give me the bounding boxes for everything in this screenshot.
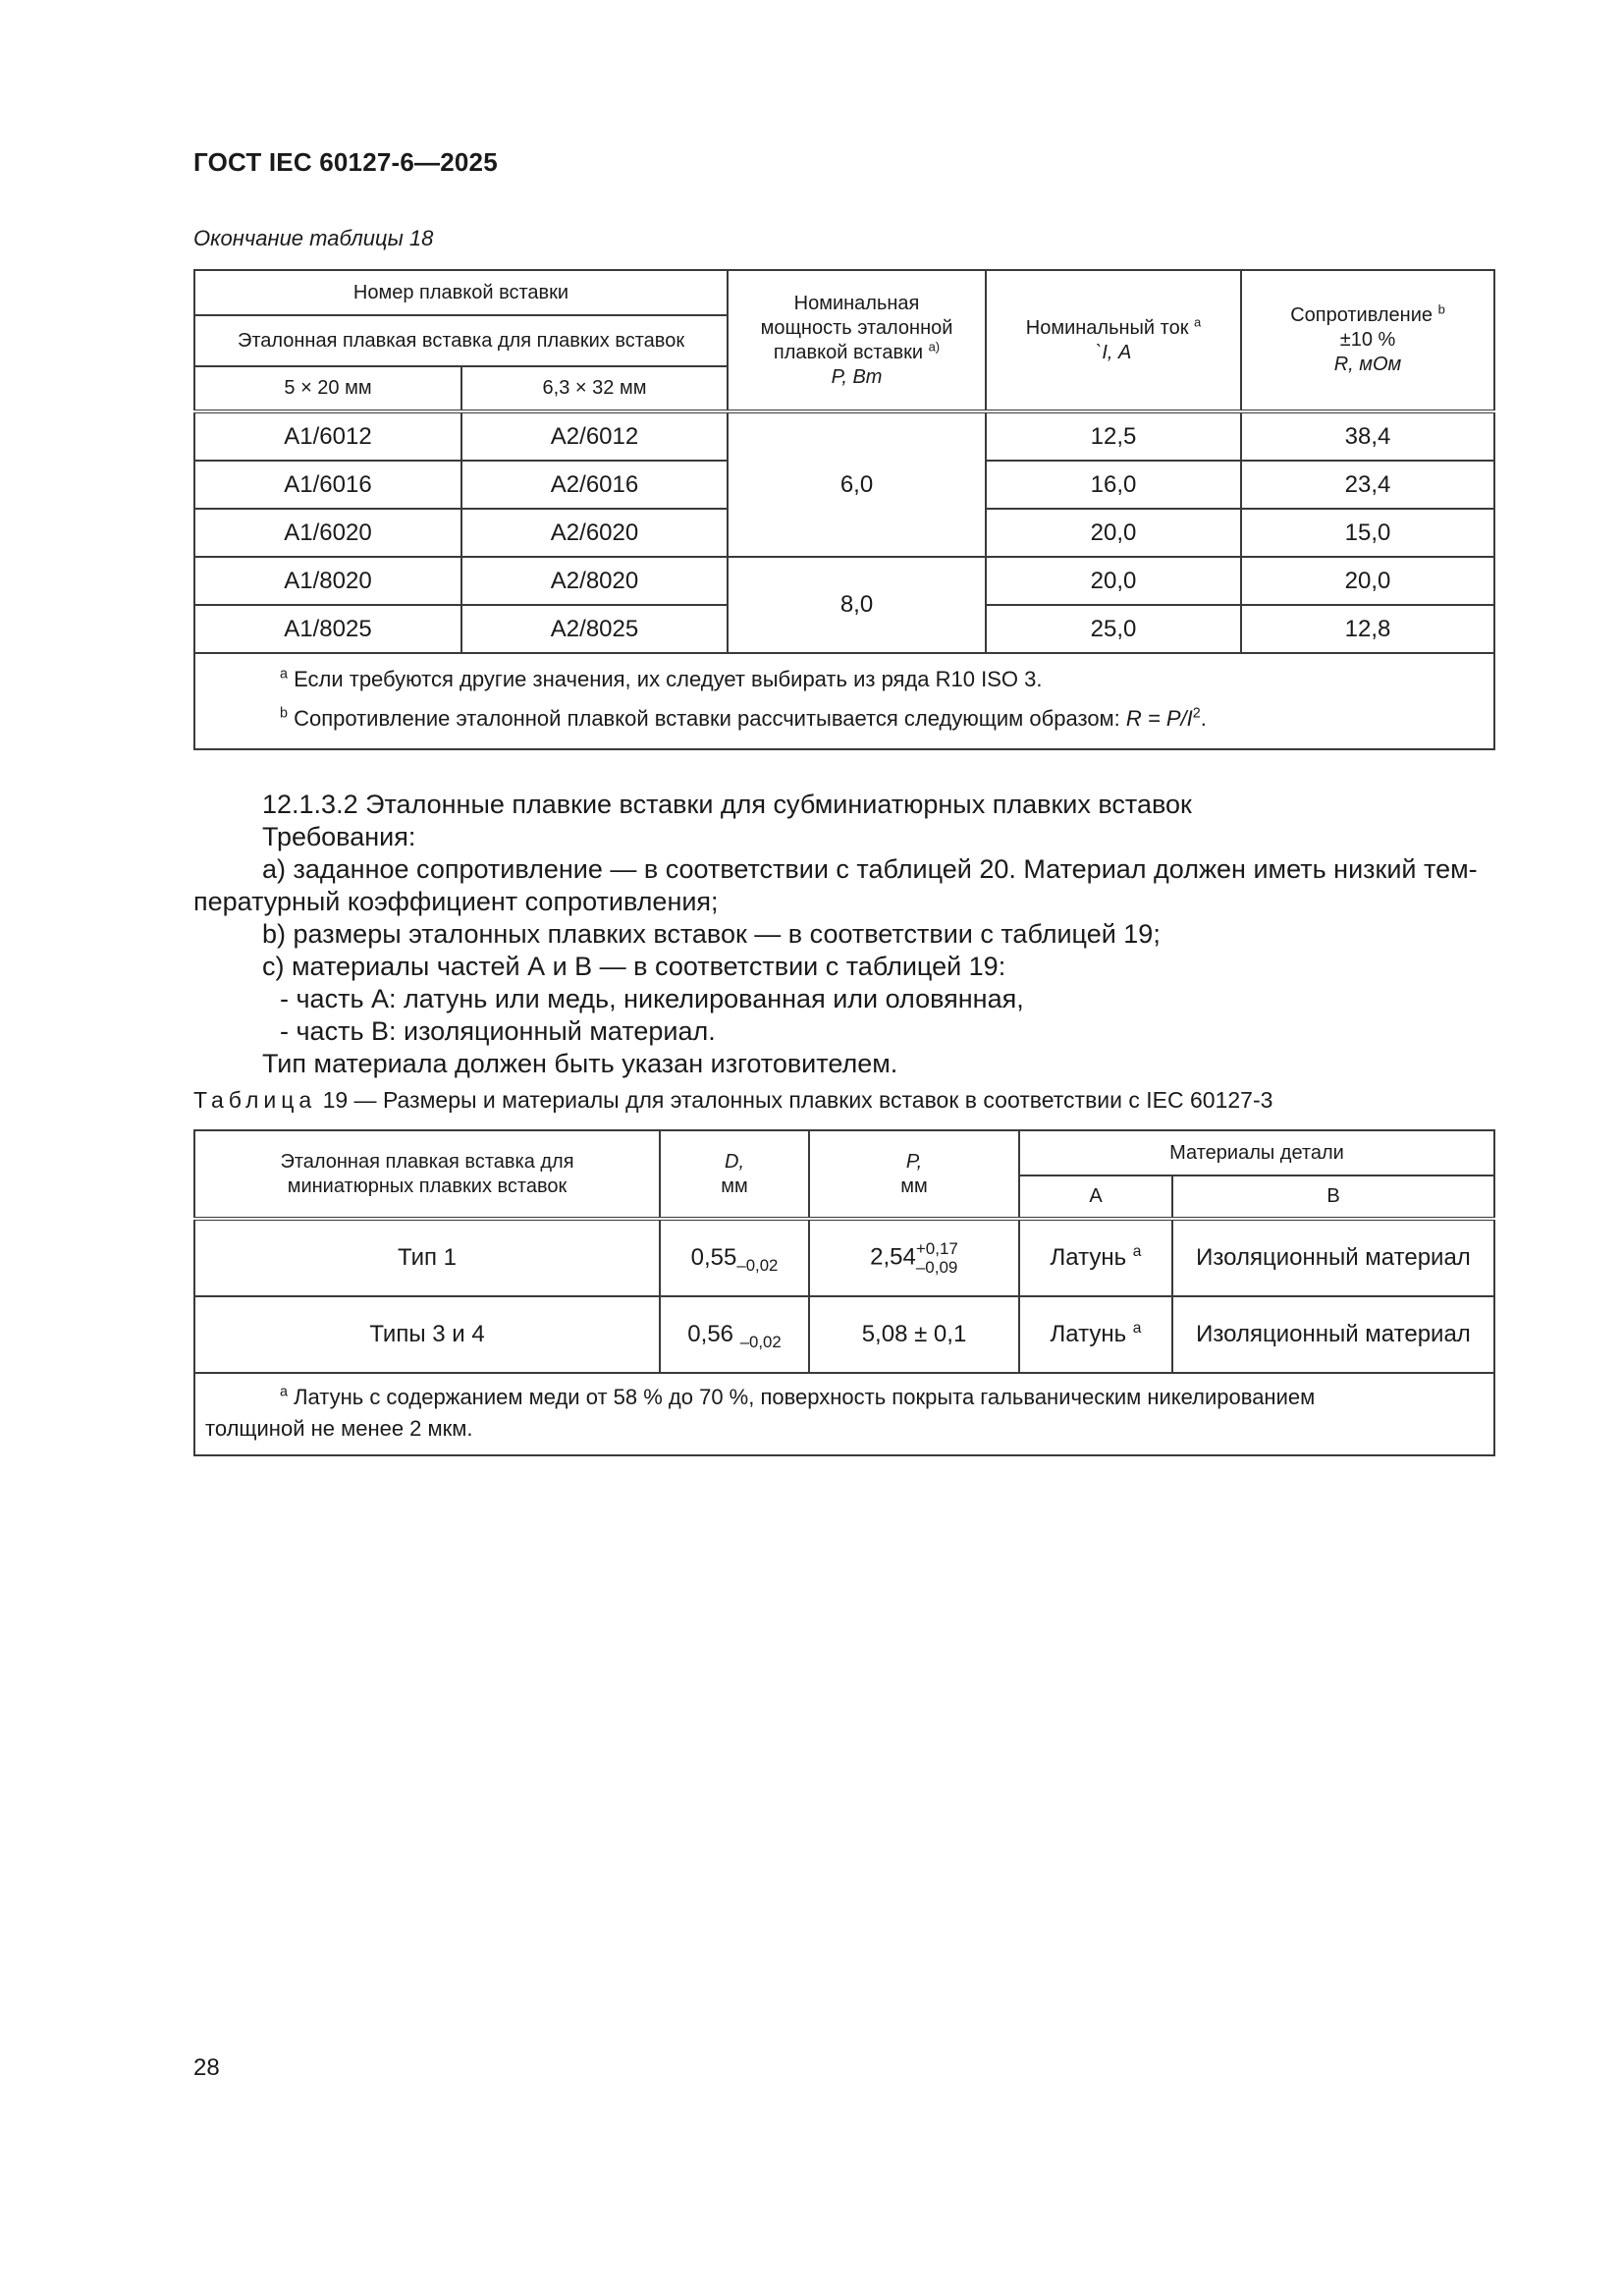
subitem-part-b: - часть В: изоляционный материал. <box>280 1016 716 1046</box>
cell-type: Тип 1 <box>194 1219 660 1296</box>
cell-fuse-6x32: A2/6016 <box>461 461 728 509</box>
cell-type: Типы 3 и 4 <box>194 1296 660 1373</box>
item-a: a) заданное сопротивление — в соответствии с таблицей 20. Материал должен иметь низкий тем- <box>262 854 1478 884</box>
cell-fuse-5x20: A1/8020 <box>194 557 461 605</box>
cell-fuse-6x32: A2/6020 <box>461 509 728 557</box>
cell-current: 16,0 <box>986 461 1241 509</box>
cell-resistance: 12,8 <box>1241 605 1494 653</box>
cell-resistance: 23,4 <box>1241 461 1494 509</box>
cell-current: 12,5 <box>986 411 1241 461</box>
cell-resistance: 20,0 <box>1241 557 1494 605</box>
table-continuation-label: Окончание таблицы 18 <box>193 226 434 250</box>
table-row <box>194 1296 1494 1373</box>
cell-current: 25,0 <box>986 605 1241 653</box>
cell-current: 20,0 <box>986 509 1241 557</box>
cell-material-b: Изоляционный материал <box>1172 1219 1494 1296</box>
table-18-notes <box>194 653 1494 749</box>
footnote-a: $^а$ Если требуются другие значения, их следует выбирать из ряда R10 ISO 3. <box>280 666 1043 691</box>
cell-fuse-5x20: A1/6020 <box>194 509 461 557</box>
header-part-materials: Материалы детали <box>1019 1130 1494 1175</box>
material-type-note: Тип материала должен быть указан изготовителем. <box>262 1049 898 1078</box>
requirements-label: Требования: <box>262 822 416 851</box>
section-heading: 12.1.3.2 Эталонные плавкие вставки для субминиатюрных плавких вставок <box>262 790 1192 819</box>
footnote-b: $^b$ Сопротивление эталонной плавкой вставки рассчитывается следующим образом: $R = P/I^2$. <box>280 705 1207 731</box>
header-size-5x20: 5 × 20 мм <box>194 366 461 411</box>
header-reference-fuse: Эталонная плавкая вставка для миниатюрных плавких вставок <box>194 1130 660 1219</box>
item-b: b) размеры эталонных плавких вставок — в соответствии с таблицей 19; <box>262 919 1161 949</box>
header-part-a: А <box>1019 1175 1172 1219</box>
cell-fuse-5x20: A1/6012 <box>194 411 461 461</box>
table-19-footnote: $^а$ Латунь с содержанием меди от 58 % до 70 %, поверхность покрыта гальваническим никелированием толщиной не менее 2 мкм. <box>194 1373 1494 1455</box>
header-fuse-number: Номер плавкой вставки <box>194 270 728 315</box>
cell-current: 20,0 <box>986 557 1241 605</box>
header-p: P, мм <box>809 1130 1019 1219</box>
cell-material-a: Латунь $^а$ <box>1019 1219 1172 1296</box>
table-row <box>194 557 1494 605</box>
cell-diameter: $0,55_{-0,02}$ <box>660 1219 809 1296</box>
cell-fuse-6x32: A2/8025 <box>461 605 728 653</box>
header-rated-power: Номинальная мощность эталонной плавкой вставки $^{а)}$ P, Вт <box>728 270 986 411</box>
cell-fuse-6x32: A2/6012 <box>461 411 728 461</box>
cell-power: 6,0 <box>728 411 986 557</box>
cell-p: 2,54+0,17 –0,09 <box>809 1219 1019 1296</box>
table-19-caption: Таблица 19 — Размеры и материалы для эталонных плавких вставок в соответствии с IEC 60127-3 <box>193 1087 1273 1113</box>
cell-fuse-6x32: A2/8020 <box>461 557 728 605</box>
header-resistance: Сопротивление $^b$ ±10 % R, мОм <box>1241 270 1494 411</box>
section-12-1-3-2 <box>193 789 1493 1080</box>
page-number: 28 <box>193 2054 220 2081</box>
cell-material-a: Латунь $^а$ <box>1019 1296 1172 1373</box>
cell-p: 5,08 ± 0,1 <box>809 1296 1019 1373</box>
header-reference-fuse: Эталонная плавкая вставка для плавких вставок <box>194 315 728 366</box>
table-19 <box>193 1129 1495 1456</box>
header-size-6x32: 6,3 × 32 мм <box>461 366 728 411</box>
cell-fuse-5x20: A1/6016 <box>194 461 461 509</box>
header-rated-current: Номинальный ток $^а$ `I, А <box>986 270 1241 411</box>
item-a-continued: пературный коэффициент сопротивления; <box>193 887 719 916</box>
document-header-title: ГОСТ IEC 60127-6—2025 <box>193 147 498 177</box>
cell-power: 8,0 <box>728 557 986 653</box>
table-row <box>194 1219 1494 1296</box>
cell-resistance: 38,4 <box>1241 411 1494 461</box>
header-part-b: В <box>1172 1175 1494 1219</box>
table-row <box>194 411 1494 461</box>
table-18 <box>193 269 1495 750</box>
cell-diameter: 0,56 $_{-0,02}$ <box>660 1296 809 1373</box>
header-diameter: D, мм <box>660 1130 809 1219</box>
subitem-part-a: - часть А: латунь или медь, никелированная или оловянная, <box>280 984 1024 1013</box>
cell-fuse-5x20: A1/8025 <box>194 605 461 653</box>
cell-resistance: 15,0 <box>1241 509 1494 557</box>
cell-material-b: Изоляционный материал <box>1172 1296 1494 1373</box>
item-c: c) материалы частей А и В — в соответствии с таблицей 19: <box>262 952 1006 981</box>
